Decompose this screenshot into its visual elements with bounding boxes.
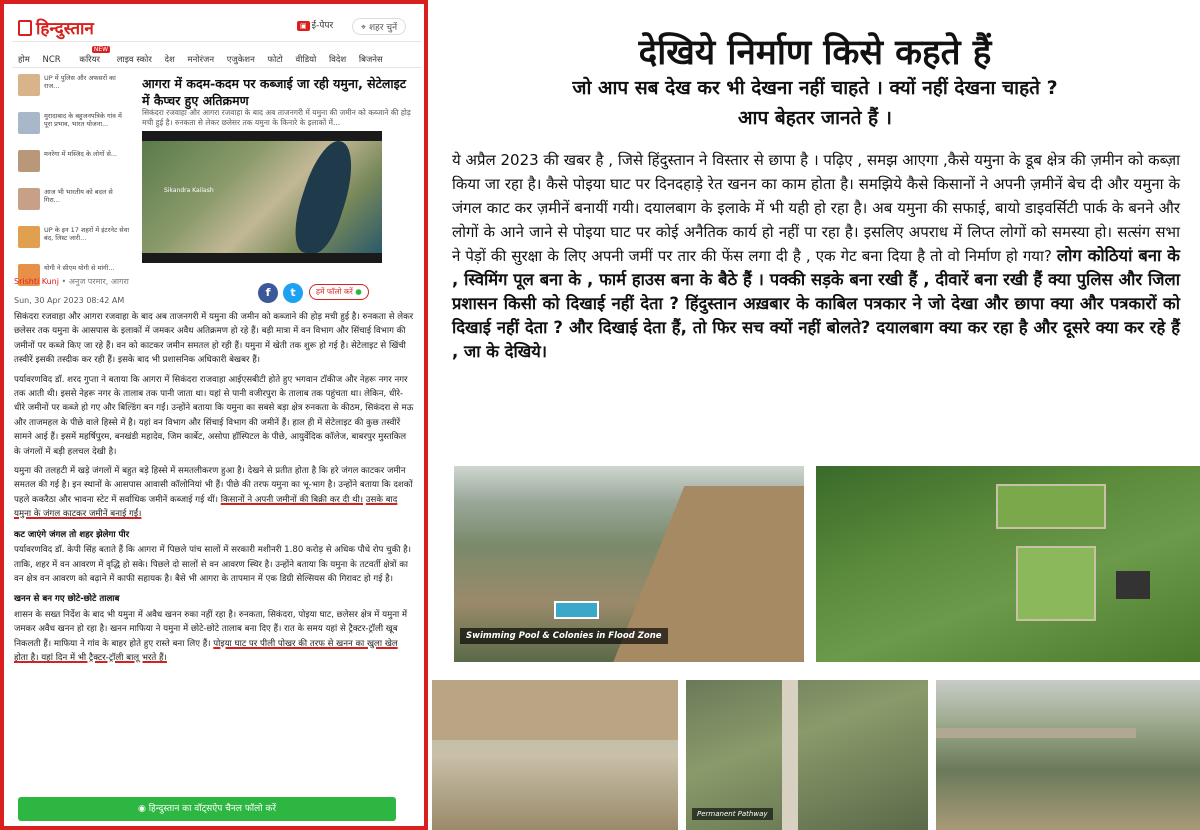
new-badge: NEW [93,46,109,53]
article-subheading: खनन से बन गए छोटे-छोटे तालाब [14,594,120,605]
twitter-icon[interactable]: t [283,283,303,303]
article-summary: सिकंदरा रजवाहा और आगरा रजवाहा के बाद अब ताजनगरी में यमुना की जमीन को कब्जाने की होड़ मची हुई है। रुनकता से लेकर छलेसर तक यमुना के किनारे के इलाकों में... [142,108,411,127]
news-thumbnail [18,150,40,172]
site-logo[interactable]: हिन्दुस्तान [18,16,94,39]
satellite-map-image [142,141,382,253]
article-paragraph: पर्यावरणविद डॉ. शरद गुप्ता ने बताया कि आगरा में सिकंदरा राजवाहा आईएसबीटी होते हुए भगवान टॉकीज और नेहरू नगर नगर तक आती थी। इससे नेहरू नगर के तालाब तक पानी जाता था। यहां से पानी वजीरपुरा के तालाब तक पहुंचता था। लेकिन, धीरे-धीरे जमीनों पर कब्जे हो गए और बिल्डिंग बन गईं। उन्होंने बताया कि यमुना का सबसे बड़ा क्षेत्र रुनकता के कीठम, सिकंदरा से मऊ और ताजमहल के पीछे वाले हिस्से में है। यहां वन विभाग और सिंचाई विभाग की जमीनें हैं। हाल ही में सेटेलाइट की कुछ तस्वीरें सामने आई हैं। इसमें महर्षिपुरम, बनखंडी महादेव, जिम कार्बेट, असोपा हॉस्पिटल के पीछे, आयुर्वेदिक कॉलेज, बाबरपुर मुस्तकिल के जंगलों में बड़ी हलचल देखी है। [14,374,414,457]
nav-item[interactable]: मनोरंजन [187,55,215,65]
page-title: देखिये निर्माण किसे कहते हैं [638,33,992,73]
list-item[interactable]: UP में पुलिस और अफसरों का राज... [18,74,130,104]
photo-caption: Swimming Pool & Colonies in Flood Zone [460,628,668,644]
list-item[interactable]: योगी ने सीएम योगी से मांगी... [18,264,130,294]
epaper-link[interactable]: ▣ ई-पेपर [297,18,333,31]
photo-wall-riverbank [936,680,1200,830]
city-select[interactable]: ⌖ शहर चुनें [352,18,406,35]
list-item[interactable]: आज भी भारतीय को बदल से गिरा... [18,188,130,218]
highlighted-text: पोइया घाट पर पीली पोखर की तरफ से खनन का खुला खेल होता है। यहां दिन में भी ट्रैक्टर-ट्रॉली बालू भरते हैं। [14,638,398,663]
nav-item[interactable]: विदेश [328,55,347,65]
highlighted-text: किसानों ने अपनी जमीनों की बिक्री कर दी थी। [220,494,364,505]
publish-datetime: Sun, 30 Apr 2023 08:42 AM [14,296,125,305]
nav-item[interactable]: होम [18,55,30,65]
location-pin-icon: ⌖ [361,23,369,33]
photo-caption: Permanent Pathway [692,808,773,820]
news-thumbnail [18,112,40,134]
nav-item[interactable]: वीडियो [295,55,317,65]
article-paragraph: शासन के सख्त निर्देश के बाद भी यमुना में अवैध खनन रुका नहीं रहा है। रुनकता, सिकंदरा, पोइया घाट, छलेसर क्षेत्र में यमुना में जमकर अवैध खनन हो रहा है। खनन माफिया ने यमुना में छोटे-छोटे तालाब बना दिए हैं। रात के समय यहां से ट्रैक्टर-ट्रॉली खूब निकलती हैं। माफिया ने गांव के बाहर होते हुए रास्ते बना लिए हैं। पोइया घाट पर पीली पोखर की तरफ से खनन का खुला खेल होता है। यहां दिन में भी ट्रैक्टर-ट्रॉली बालू भरते हैं। [14,609,408,663]
commentary-panel [430,0,1200,830]
news-thumbnail [18,74,40,96]
house-shape [1116,571,1150,599]
water-shape [432,680,678,740]
river-shape [284,141,365,253]
epaper-icon: ▣ [297,21,310,31]
list-item[interactable]: मुरादाबाद के बहुजनपत्रिके गांव में पूरा प्रभाव, भारत योजना... [18,112,130,142]
follow-button[interactable]: हमें फॉलो करें ● [309,284,369,300]
site-header [12,12,422,42]
list-item[interactable]: UP के इन 17 शहरों में इंटरनेट सेवा बंद, लिस्ट जारी... [18,226,130,256]
logo-icon [18,20,32,36]
aerial-photo-farmhouse [816,466,1200,662]
map-label: Sikandra Kailash [164,187,214,194]
aerial-photo-swimming-pool [454,466,804,662]
pool-shape [554,601,599,619]
aerial-photo-riverbank [432,680,678,830]
article-title: आगरा में कदम-कदम पर कब्जाई जा रही यमुना, सेटेलाइट में कैप्चर हुए अतिक्रमण [142,76,407,108]
share-buttons [258,281,308,303]
newspaper-article-panel [0,0,428,830]
nav-item[interactable]: बिजनेस [358,55,383,65]
subtitle-line: जो आप सब देख कर भी देखना नहीं चाहते । क्यों नहीं देखना चाहते ? [572,77,1058,99]
article-body [14,310,414,670]
subtitle-line: आप बेहतर जानते हैं । [738,107,892,129]
nav-item[interactable]: एजुकेशन [226,55,255,65]
article-paragraph: सिकंदरा रजवाहा और आगरा रजवाहा के बाद अब ताजनगरी में यमुना की जमीन को कब्जाने की होड़ मची हुई है। रुनकता से लेकर छलेसर तक यमुना के आसपास के इलाकों में जमकर अवैध अतिक्रमण हो रहे हैं। बड़ी मात्रा में वन विभाग और सिंचाई विभाग की जमीनों पर कब्जे किए जा रहे हैं। वन को काटकर जमीन समतल हो रही हैं। यमुना में खेती तक शुरू हो गई है। सेटेलाइट से खिंची तस्वीरें इसकी तस्दीक कर रही हैं। इसके बाद भी प्रशासनिक अधिकारी बेखबर हैं। [14,312,414,366]
satellite-video[interactable] [142,131,382,263]
news-thumbnail [18,226,40,248]
commentary-text: ये अप्रैल 2023 की खबर है , जिसे हिंदुस्तान ने विस्तार से छापा है । पढ़िए , समझ आएगा ,कैसे यमुना के डूब क्षेत्र की ज़मीन को कब्ज़ा किया जा रहा है। कैसे पोइया घाट पर दिनदहाड़े रेत खनन का काम होता है। समझिये कैसे किसानों ने अपनी ज़मीनें बेच दी और यमुना के जंगल काट कर ज़मीनें बनायीं गयी। दयालबाग के इलाके में भी यही हो रहा है। अब यमुना की सफाई, बायो डाइवर्सिटी पार्क के बनने और लोगों के आने जाने से पोइया घाट पर कोई अनैतिक कार्य हो नहीं पा रहा है। इसलिए अपराध में लिप्त लोगों को समस्या हो। सत्संग सभा ने पेड़ों की सुरक्षा के लिए अपनी जमीं पर तार की फेंस लगा दी है , एक गेट बना दिया है तो वो निर्माण हो गया? लोग कोठियां बना के , स्विमिंग पूल बना के , फार्म हाउस बना के बैठे हैं । पक्की सड़के बना रखी हैं , दीवारें बना रखी हैं क्या पुलिस और जिला प्रशासन किसी को दिखाई नहीं देता ? हिंदुस्तान अख़बार के काबिल पत्रकार ने जो देखा और छापा क्या और पत्रकारों को दिखाई नहीं देता ? और दिखाई देता हैं, तो फिर सच क्यों नहीं बोलते? दयालबाग क्या कर रहा है और दूसरे क्या कर रहे हैं , जा के देखिये। [452,151,1180,361]
emphasized-text: लोग कोठियां बना के , स्विमिंग पूल बना के , फार्म हाउस बना के बैठे हैं । पक्की सड़के बना रखी हैं , दीवारें बना रखी हैं क्या पुलिस और जिला प्रशासन किसी को दिखाई नहीं देता ? हिंदुस्तान अख़बार के काबिल पत्रकार ने जो देखा और छापा क्या और पत्रकारों को दिखाई नहीं देता ? और दिखाई देता हैं, तो फिर सच क्यों नहीं बोलते? दयालबाग क्या कर रहा है और दूसरे क्या कर रहे हैं , जा के देखिये। [452,246,1180,361]
nav-item[interactable]: NCR [42,55,61,65]
nav-item[interactable]: फोटो [267,55,283,65]
main-nav [12,46,422,68]
facebook-icon[interactable]: f [258,283,278,303]
pathway-shape [782,680,798,830]
nav-item[interactable]: लाइव स्कोर [116,55,152,65]
wall-shape [936,728,1136,738]
highlighted-text: उसके बाद यमुना के जंगल काटकर जमीनें बनाई गईं। [14,494,398,520]
nav-item[interactable]: देश [164,55,175,65]
lawn-shape [1016,546,1096,621]
news-thumbnail [18,188,40,210]
related-news-list [18,74,130,302]
lawn-shape [996,484,1106,529]
article-paragraph: यमुना की तलहटी में खड़े जंगलों में बहुत बड़े हिस्से में समतलीकरण हुआ है। देखने से प्रतीत होता है कि हरे जंगल काटकर जमीन समतल की गई है। इन स्थानों के आसपास आवासी कॉलोनियां भी हैं। पीछे की तरफ यमुना का भू-भाग है। उन्होंने बताया कि दशकों पहले ककरैठा और भावना स्टेट में सर्वाधिक जमीनें कब्जाई गई थीं। किसानों ने अपनी जमीनों की बिक्री कर दी थी। उसके बाद यमुना के जंगल काटकर जमीनें बनाई गईं। [14,466,413,520]
aerial-photo-pathway [686,680,928,830]
whatsapp-follow-button[interactable]: ◉ हिन्दुस्तान का वॉट्सऐप चैनल फॉलो करें [18,797,396,821]
whatsapp-icon: ◉ [137,804,149,814]
whatsapp-icon: ● [355,287,362,296]
nav-item[interactable]: करियर NEW [79,46,109,65]
article-paragraph: पर्यावरणविद डॉ. केपी सिंह बताते हैं कि आगरा में पिछले पांच सालों में सरकारी मशीनरी 1.80 करोड़ से अधिक पौधे रोप चुकी है। ताकि, शहर में वन आवरण में वृद्धि हो सके। पिछले दो सालों से वन आवरण स्थिर है। उन्होंने बताया कि यमुना के तटवर्ती क्षेत्रों का वन क्षेत्र वन आवरण को बढ़ाने में काफी सहायक है। बैसे भी आगरा के तापमान में एक डिग्री सेल्सियस की गिरावट हो गई है। [14,545,411,584]
list-item[interactable]: मनरेगा में मस्जिद के लोगों से... [18,150,130,180]
article-subheading: कट जाएंगे जंगल तो शहर झेलेगा पीर [14,529,130,540]
author-byline[interactable]: Srishti Kunj • अनुज परमार, आगरा [14,277,129,286]
